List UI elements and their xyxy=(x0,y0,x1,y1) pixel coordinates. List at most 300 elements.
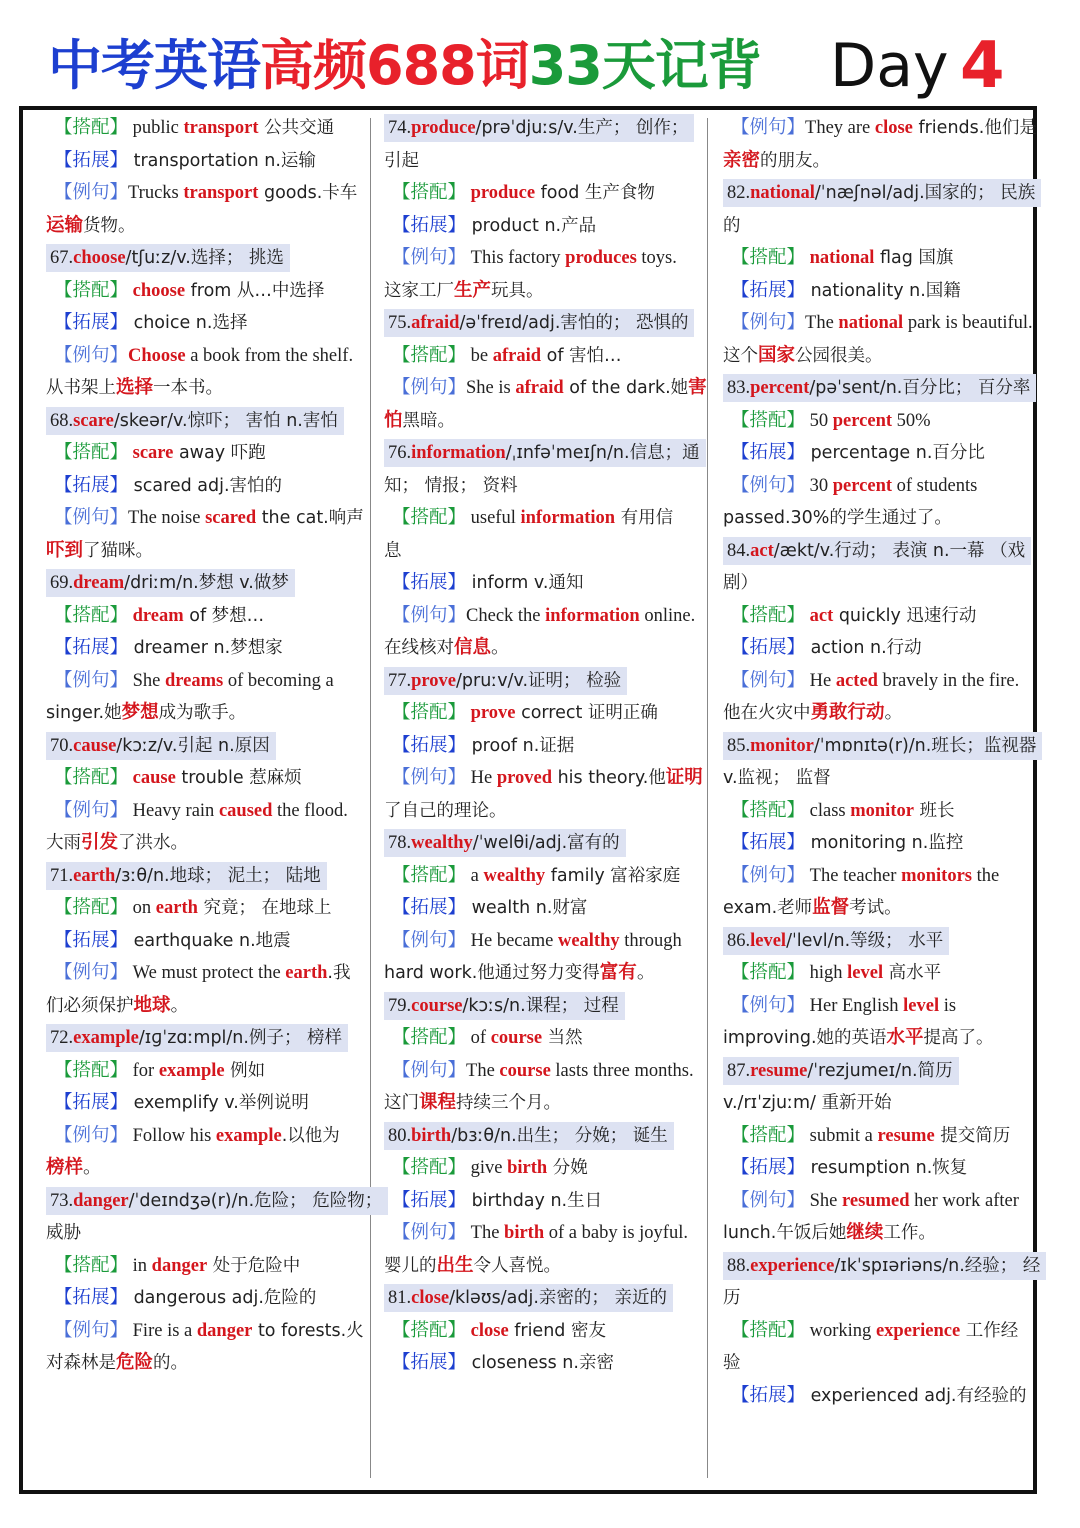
line-text: v.监视； 监督 xyxy=(723,768,831,788)
headword: scare xyxy=(73,410,114,431)
entry-line xyxy=(46,145,364,178)
keyword-highlight: birth xyxy=(507,1158,548,1178)
headword: afraid xyxy=(411,313,460,333)
entry-line xyxy=(46,665,364,698)
extension-tag: 【拓展】 xyxy=(392,215,467,236)
headword: level xyxy=(750,930,787,951)
line-text: 80. xyxy=(388,1125,412,1146)
collocation-tag: 【搭配】 xyxy=(731,963,806,983)
line-text: exam.老师 xyxy=(723,898,813,918)
collocation-tag: 【搭配】 xyxy=(392,1028,467,1048)
entry-line xyxy=(723,860,1035,893)
keyword-highlight: produces xyxy=(565,248,637,268)
headword-highlight-bar xyxy=(46,407,344,435)
line-text: The teacher xyxy=(805,865,902,886)
keyword-highlight: 课程 xyxy=(419,1093,457,1113)
headword: dream xyxy=(73,573,125,593)
word-column-1 xyxy=(46,112,383,1476)
entry-line xyxy=(46,990,364,1023)
headword-highlight-bar xyxy=(723,537,1031,565)
keyword-highlight: 地球 xyxy=(133,995,171,1016)
keyword-highlight: example xyxy=(158,1060,225,1081)
extension-tag: 【拓展】 xyxy=(54,1093,129,1113)
line-text: 处于危险中 xyxy=(207,1255,301,1276)
line-text: 知； 情报； 资料 xyxy=(384,475,518,496)
keyword-highlight: 继续 xyxy=(846,1223,884,1243)
line-text: quickly 迅速行动 xyxy=(833,605,977,626)
keyword-highlight: information xyxy=(545,605,640,626)
entry-line xyxy=(384,600,698,633)
keyword-highlight: choose xyxy=(132,280,186,301)
line-text: on xyxy=(128,898,156,918)
line-text: Trucks xyxy=(128,183,184,203)
line-text: /pəˈsent/n.百分比； 百分率 xyxy=(809,378,1031,398)
title-part-2: 高频688词 xyxy=(260,34,529,97)
entry-line xyxy=(723,1087,1035,1120)
entry-line xyxy=(46,1087,364,1120)
entry-line xyxy=(384,1217,698,1250)
entry-line xyxy=(723,1347,1035,1380)
extension-tag: 【拓展】 xyxy=(731,443,806,463)
line-text: of students xyxy=(892,475,978,496)
line-text: her work after xyxy=(909,1190,1019,1211)
line-text: proof n.证据 xyxy=(466,735,575,756)
headword: danger xyxy=(73,1190,129,1211)
headword: choose xyxy=(73,248,126,268)
entry-line xyxy=(46,762,364,795)
example-tag: 【例句】 xyxy=(392,605,467,626)
keyword-highlight: 危险 xyxy=(116,1353,154,1373)
entry-headword-line xyxy=(384,1282,698,1315)
line-text: 婴儿的 xyxy=(384,1255,437,1276)
entry-line xyxy=(46,827,364,860)
line-text: /ˈlevl/n.等级； 水平 xyxy=(786,930,944,951)
keyword-highlight: 信息 xyxy=(454,638,492,658)
line-text: 息 xyxy=(384,540,402,561)
collocation-tag: 【搭配】 xyxy=(54,1255,129,1276)
entry-line xyxy=(46,210,364,243)
line-text: working xyxy=(805,1320,876,1341)
line-text: to forests.火 xyxy=(252,1320,364,1341)
line-text: He xyxy=(466,768,497,788)
headword-highlight-bar xyxy=(723,732,1042,760)
entry-line xyxy=(723,990,1035,1023)
entry-line xyxy=(46,307,364,340)
keyword-highlight: 运输 xyxy=(46,215,84,236)
entry-line xyxy=(46,1152,364,1185)
line-text: .我 xyxy=(327,963,351,983)
keyword-highlight: prove xyxy=(470,703,516,723)
entry-line xyxy=(723,1315,1035,1348)
extension-tag: 【拓展】 xyxy=(731,1158,806,1178)
example-tag: 【例句】 xyxy=(54,508,129,528)
extension-tag: 【拓展】 xyxy=(731,638,806,658)
entry-line xyxy=(384,762,703,795)
entry-headword-line xyxy=(46,405,364,438)
entry-line xyxy=(723,1185,1035,1218)
line-text: improving.她的英语 xyxy=(723,1028,887,1048)
line-text: 86. xyxy=(727,930,751,951)
line-text: He became xyxy=(466,930,558,951)
line-text: 有用信 xyxy=(615,508,674,528)
line-text: /ˈrezjumeɪ/n.简历 xyxy=(807,1060,953,1081)
collocation-tag: 【搭配】 xyxy=(54,898,129,918)
entry-line xyxy=(384,1087,698,1120)
example-tag: 【例句】 xyxy=(392,1223,467,1243)
entry-line xyxy=(46,925,364,958)
line-text: We must protect the xyxy=(128,963,286,983)
entry-line xyxy=(723,437,1035,470)
line-text: /ˈdeɪndʒə(r)/n.危险； 危险物； xyxy=(128,1190,383,1211)
line-text: lasts three months. xyxy=(550,1060,694,1081)
collocation-tag: 【搭配】 xyxy=(392,345,467,366)
entry-line xyxy=(46,372,364,405)
entry-headword-line xyxy=(46,860,364,893)
line-text: of 害怕… xyxy=(541,345,622,366)
keyword-highlight: monitors xyxy=(901,865,972,886)
entry-headword-line xyxy=(723,177,1035,210)
line-text: /ˈwelθi/adj.富有的 xyxy=(472,833,620,853)
entry-line xyxy=(46,437,364,470)
line-text: 88. xyxy=(727,1255,751,1276)
example-tag: 【例句】 xyxy=(392,1060,467,1081)
entry-headword-line xyxy=(384,665,698,698)
entry-line xyxy=(723,1120,1035,1153)
entry-line xyxy=(723,600,1035,633)
entry-line xyxy=(723,762,1035,795)
line-text: 75. xyxy=(388,313,412,333)
collocation-tag: 【搭配】 xyxy=(731,410,806,431)
headword-highlight-bar xyxy=(384,114,694,142)
line-text: of the dark.她 xyxy=(563,378,689,398)
entry-line xyxy=(384,1022,698,1055)
keyword-highlight: national xyxy=(838,313,904,333)
line-text: 剧） xyxy=(723,573,758,593)
entry-headword-line xyxy=(723,1055,1035,1088)
keyword-highlight: 引发 xyxy=(81,833,119,853)
keyword-highlight: 生产 xyxy=(454,280,492,301)
collocation-tag: 【搭配】 xyxy=(392,865,467,886)
collocation-tag: 【搭配】 xyxy=(731,605,806,626)
headword: experience xyxy=(750,1255,835,1276)
keyword-highlight: close xyxy=(874,118,913,138)
line-text: singer.她 xyxy=(46,703,122,723)
entry-line xyxy=(723,470,1035,503)
headword: close xyxy=(411,1288,450,1308)
line-text: submit a xyxy=(805,1125,878,1146)
line-text: product n.产品 xyxy=(466,215,597,236)
line-text: 提交简历 xyxy=(934,1125,1011,1146)
entry-line xyxy=(723,405,1035,438)
entry-headword-line xyxy=(384,827,698,860)
line-text: lunch.午饭后她 xyxy=(723,1223,847,1243)
keyword-highlight: 吓到 xyxy=(46,540,84,561)
keyword-highlight: 榜样 xyxy=(46,1158,84,1178)
entry-line xyxy=(723,1152,1035,1185)
entry-line xyxy=(46,632,364,665)
line-text: Her English xyxy=(805,995,904,1016)
entry-line xyxy=(384,145,698,178)
entry-headword-line xyxy=(46,1185,383,1218)
keyword-highlight: resume xyxy=(877,1125,935,1146)
keyword-highlight: afraid xyxy=(515,378,564,398)
line-text: The noise xyxy=(128,508,206,528)
entry-line xyxy=(384,1347,698,1380)
keyword-highlight: scared xyxy=(205,508,257,528)
keyword-highlight: resumed xyxy=(842,1190,910,1211)
entry-line xyxy=(384,860,698,893)
example-tag: 【例句】 xyxy=(731,865,806,886)
collocation-tag: 【搭配】 xyxy=(54,768,129,788)
entry-line xyxy=(384,275,698,308)
line-text: passed.30%的学生通过了。 xyxy=(723,508,952,528)
headword-highlight-bar xyxy=(723,1057,959,1085)
collocation-tag: 【搭配】 xyxy=(54,280,129,301)
example-tag: 【例句】 xyxy=(392,768,467,788)
headword-highlight-bar xyxy=(384,1122,674,1150)
line-text: 令人喜悦。 xyxy=(473,1255,562,1276)
entry-line xyxy=(46,697,364,730)
headword-highlight-bar xyxy=(384,309,694,337)
entry-headword-line xyxy=(46,242,364,275)
collocation-tag: 【搭配】 xyxy=(54,443,129,463)
example-tag: 【例句】 xyxy=(54,345,129,366)
line-text: /skeər/v.惊吓； 害怕 n.害怕 xyxy=(113,410,338,431)
example-tag: 【例句】 xyxy=(731,118,806,138)
example-tag: 【例句】 xyxy=(54,183,129,203)
keyword-highlight: 梦想 xyxy=(121,703,159,723)
entry-line xyxy=(384,177,698,210)
headword-highlight-bar xyxy=(384,992,625,1020)
line-text: of xyxy=(466,1028,491,1048)
line-text: 了猫咪。 xyxy=(83,540,154,561)
line-text: 成为歌手。 xyxy=(158,703,247,723)
line-text: birthday n.生日 xyxy=(466,1190,603,1211)
entry-headword-line xyxy=(384,1120,698,1153)
keyword-highlight: proved xyxy=(496,768,553,788)
line-text: class xyxy=(805,800,851,821)
collocation-tag: 【搭配】 xyxy=(54,605,129,626)
line-text: 对森林是 xyxy=(46,1353,116,1373)
line-text: 公共交通 xyxy=(258,118,335,138)
headword: prove xyxy=(411,670,457,691)
line-text: 78. xyxy=(388,833,412,853)
line-text: food 生产食物 xyxy=(535,183,655,203)
line-text: 71. xyxy=(50,865,74,886)
extension-tag: 【拓展】 xyxy=(54,638,129,658)
entry-headword-line xyxy=(723,535,1035,568)
extension-tag: 【拓展】 xyxy=(392,735,467,756)
entry-line xyxy=(723,827,1035,860)
headword: earth xyxy=(73,865,116,886)
line-text: 69. xyxy=(50,573,74,593)
entry-line xyxy=(723,957,1035,990)
headword-highlight-bar xyxy=(46,569,295,597)
keyword-highlight: example xyxy=(215,1125,282,1146)
headword-highlight-bar xyxy=(46,862,327,890)
entry-line xyxy=(46,1282,364,1315)
entry-line xyxy=(384,730,698,763)
line-text: high xyxy=(805,963,848,983)
line-text: family 富裕家庭 xyxy=(545,865,681,886)
entry-headword-line xyxy=(723,1250,1041,1283)
line-text: give xyxy=(466,1158,508,1178)
keyword-highlight: monitor xyxy=(850,800,914,821)
line-text: 公园很美。 xyxy=(795,345,883,366)
line-text: /ɪɡˈzɑːmpl/n.例子； 榜样 xyxy=(138,1028,343,1048)
line-text: of 梦想… xyxy=(183,605,265,626)
keyword-highlight: acted xyxy=(835,670,878,691)
entry-line xyxy=(723,665,1035,698)
extension-tag: 【拓展】 xyxy=(54,475,129,496)
title-part-3: 33天记背 xyxy=(528,34,761,97)
line-text: She xyxy=(128,670,166,691)
page-title xyxy=(48,30,761,102)
line-text: 考试。 xyxy=(849,898,902,918)
entry-line xyxy=(723,112,1035,145)
collocation-tag: 【搭配】 xyxy=(392,183,467,203)
line-text: inform v.通知 xyxy=(466,573,584,593)
line-text: The xyxy=(466,1223,505,1243)
line-text: Fire is a xyxy=(128,1320,197,1341)
extension-tag: 【拓展】 xyxy=(392,898,467,918)
example-tag: 【例句】 xyxy=(731,995,806,1016)
line-text: She xyxy=(805,1190,843,1211)
keyword-highlight: course xyxy=(490,1028,543,1048)
line-text: 。 xyxy=(83,1158,102,1178)
keyword-highlight: Choose xyxy=(128,345,186,366)
line-text: 。 xyxy=(636,963,656,983)
headword-highlight-bar xyxy=(384,439,706,467)
line-text: 工作。 xyxy=(883,1223,936,1243)
line-text: a book from the shelf. xyxy=(185,345,354,366)
line-text: /driːm/n.梦想 v.做梦 xyxy=(124,573,289,593)
line-text: earthquake n.地震 xyxy=(128,930,291,951)
keyword-highlight: dream xyxy=(132,605,184,626)
line-text: resumption n.恢复 xyxy=(805,1158,968,1178)
line-text: closeness n.亲密 xyxy=(466,1353,614,1373)
entry-headword-line xyxy=(723,730,1035,763)
entry-line xyxy=(46,1315,364,1348)
line-text: This factory xyxy=(466,248,566,268)
headword-highlight-bar xyxy=(46,1024,348,1052)
keyword-highlight: information xyxy=(520,508,616,528)
line-text: online. xyxy=(639,605,696,626)
line-text: exemplify v.举例说明 xyxy=(128,1093,309,1113)
entry-line xyxy=(384,892,698,925)
line-text: of a baby is joyful. xyxy=(544,1223,688,1243)
line-text: useful xyxy=(466,508,521,528)
entry-line xyxy=(384,372,707,405)
keyword-highlight: 亲密 xyxy=(723,150,761,171)
line-text: toys. xyxy=(636,248,677,268)
headword: resume xyxy=(750,1060,808,1081)
word-column-3 xyxy=(723,112,1041,1476)
keyword-highlight: percent xyxy=(832,410,893,431)
line-text: 50 xyxy=(805,410,833,431)
keyword-highlight: danger xyxy=(151,1255,208,1276)
entry-line xyxy=(46,1347,364,1380)
entry-line xyxy=(384,210,698,243)
line-text: Check the xyxy=(466,605,546,626)
headword-highlight-bar xyxy=(723,374,1036,402)
entry-line xyxy=(46,275,364,308)
entry-line xyxy=(723,892,1035,925)
line-text: 威胁 xyxy=(46,1223,81,1243)
keyword-highlight: level xyxy=(903,995,940,1016)
entry-line xyxy=(723,567,1035,600)
line-text: 84. xyxy=(727,540,751,561)
line-text: action n.行动 xyxy=(805,638,922,658)
line-text: /ˈnæʃnəl/adj.国家的； 民族 xyxy=(814,183,1036,203)
entry-line xyxy=(384,1185,698,1218)
keyword-highlight: 出生 xyxy=(436,1255,474,1276)
example-tag: 【例句】 xyxy=(54,670,129,691)
line-text: 30 xyxy=(805,475,833,496)
line-text: 了洪水。 xyxy=(118,833,189,853)
entry-headword-line xyxy=(384,112,698,145)
line-text: 50% xyxy=(892,410,931,431)
keyword-highlight: 水平 xyxy=(886,1028,924,1048)
line-text: experienced adj.有经验的 xyxy=(805,1385,1027,1406)
line-text: /prəˈdjuːs/v.生产； 创作； xyxy=(475,118,689,138)
line-text: 例如 xyxy=(224,1060,266,1081)
line-text: for xyxy=(128,1060,159,1081)
entry-line xyxy=(384,795,698,828)
keyword-highlight: earth xyxy=(285,963,328,983)
collocation-tag: 【搭配】 xyxy=(54,118,129,138)
line-text: 高水平 xyxy=(883,963,942,983)
keyword-highlight: cause xyxy=(132,768,176,788)
example-tag: 【例句】 xyxy=(731,475,806,496)
entry-line xyxy=(723,275,1035,308)
keyword-highlight: 选择 xyxy=(116,378,154,398)
example-tag: 【例句】 xyxy=(54,1125,129,1146)
headword: produce xyxy=(411,118,476,138)
headword-highlight-bar xyxy=(723,927,949,955)
keyword-highlight: 富有 xyxy=(599,963,637,983)
day-label: Day xyxy=(830,31,949,101)
entry-line xyxy=(384,1152,698,1185)
headword-highlight-bar xyxy=(384,1284,673,1312)
line-text: /ɜːθ/n.地球； 泥土； 陆地 xyxy=(115,865,321,886)
example-tag: 【例句】 xyxy=(54,800,129,821)
line-text: park is beautiful. xyxy=(903,313,1033,333)
keyword-highlight: level xyxy=(847,963,884,983)
line-text: 76. xyxy=(388,443,412,463)
line-text: 的。 xyxy=(153,1353,189,1373)
line-text: /ˈmɒnɪtə(r)/n.班长；监视器 xyxy=(813,735,1037,756)
entry-line xyxy=(723,697,1035,730)
headword-highlight-bar xyxy=(723,179,1041,207)
line-text: They are xyxy=(805,118,875,138)
headword-highlight-bar xyxy=(384,829,626,857)
keyword-highlight: experience xyxy=(875,1320,961,1341)
keyword-highlight: produce xyxy=(470,183,536,203)
keyword-highlight: scare xyxy=(132,443,174,463)
entry-headword-line xyxy=(384,990,698,1023)
headword-highlight-bar xyxy=(46,244,290,272)
entry-line xyxy=(46,177,364,210)
collocation-tag: 【搭配】 xyxy=(392,703,467,723)
collocation-tag: 【搭配】 xyxy=(731,1125,806,1146)
line-text: 工作经 xyxy=(960,1320,1019,1341)
line-text: dangerous adj.危险的 xyxy=(128,1288,317,1308)
word-column-2 xyxy=(384,112,707,1476)
line-text: He xyxy=(805,670,836,691)
line-text: friends.他们是 xyxy=(912,118,1037,138)
example-tag: 【例句】 xyxy=(731,313,806,333)
